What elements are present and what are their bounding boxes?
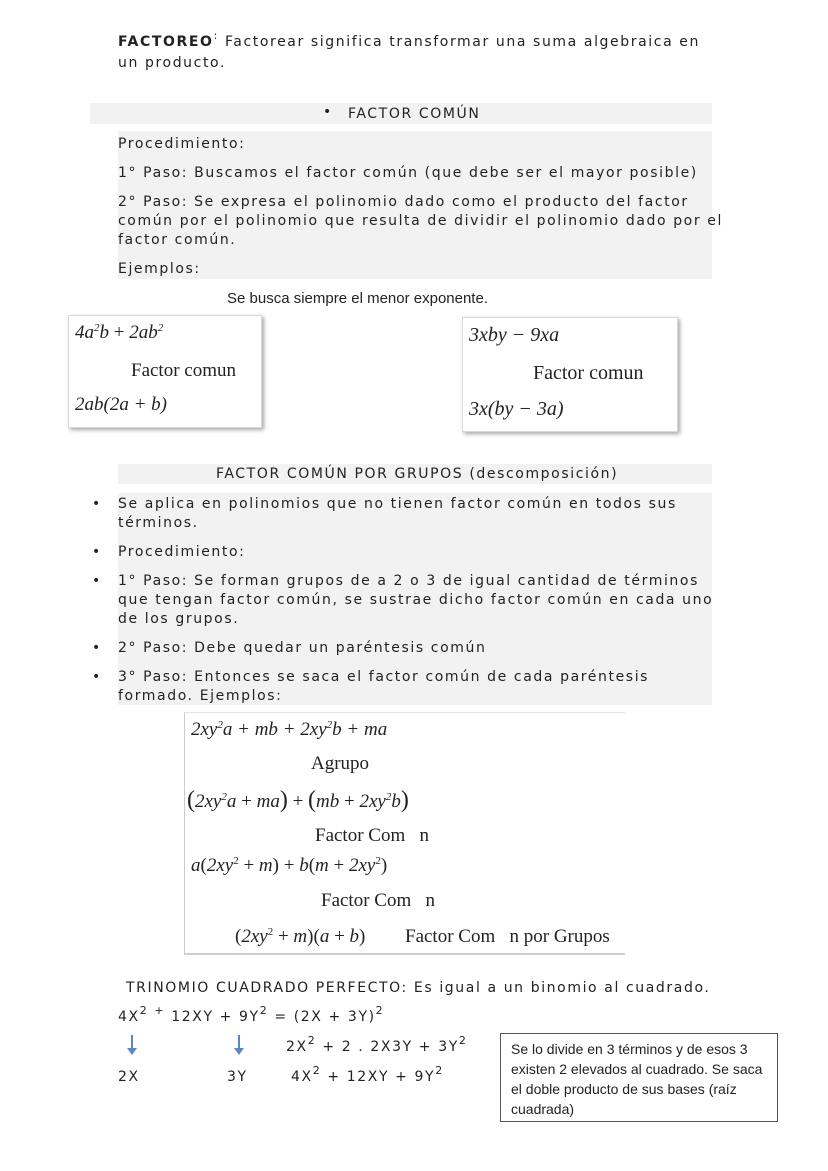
grupos-bullet-5 (118, 668, 649, 706)
trinomio-base-3y: 3Y (227, 1069, 248, 1085)
ejemplos-label: Ejemplos: (118, 261, 201, 277)
example-1-label: Factor comun (131, 360, 237, 381)
grupos-bullet-3-line-3: de los grupos. (118, 611, 240, 627)
trinomio-heading: TRINOMIO CUADRADO PERFECTO: Es igual a un binomio al cuadrado. (126, 980, 711, 996)
example-2-result: 3x(by − 3a) (469, 398, 564, 420)
intro-colon: : (213, 29, 219, 42)
trinomio-expansion: $2X^2 + 2$ . $2X3Y + 3Y^2$ (286, 1034, 468, 1055)
bullet-dot: • (92, 640, 101, 656)
procedimiento-label: Procedimiento: (118, 136, 246, 152)
arrow-down-icon (238, 1035, 240, 1049)
grupos-bullet-2: Procedimiento: (118, 544, 246, 560)
paso-2-line-2: común por el polinomio que resulta de dividir el polinomio dado por el (118, 213, 723, 229)
paso-2 (118, 193, 723, 250)
grupos-bullet-1 (118, 495, 677, 533)
bullet-dot: • (92, 573, 101, 589)
example-2-expression: 3xby − 9xa (469, 324, 560, 346)
intro-paragraph (118, 29, 718, 73)
grupos-factor-com-grupos: Factor Com n por Grupos (405, 926, 610, 947)
bullet-dot: • (92, 496, 101, 512)
trinomio-formula: $4X^2$ + $12XY + 9Y^2 = (2X + 3Y)^2$ (118, 1004, 385, 1025)
trinomio-result: $4X^2 + 12XY + 9Y^2$ (291, 1064, 444, 1085)
trinomio-base-2x: 2X (118, 1069, 140, 1085)
grupos-bullet-3-line-2: que tengan factor común, se sustrae dicho factor común en cada uno (118, 592, 714, 608)
intro-text-2: un producto. (118, 55, 227, 71)
menor-exponente-note: Se busca siempre el menor exponente. (227, 290, 488, 307)
example-1-result: 2ab(2a + b) (75, 394, 167, 415)
grupos-heading: FACTOR COMÚN POR GRUPOS (descomposición) (216, 466, 619, 482)
example-1-expression: $4a^2b + 2ab^2$ (75, 322, 164, 343)
grupos-bullet-3 (118, 572, 713, 629)
grupos-factor-com-2: Factor Com n (321, 890, 435, 911)
paso-2-line-1: 2° Paso: Se expresa el polinomio dado como el producto del factor (118, 194, 689, 210)
arrow-down-icon (131, 1035, 133, 1049)
grupos-bullet-5-line-1: 3° Paso: Entonces se saca el factor común de cada paréntesis (118, 669, 650, 685)
intro-title: FACTOREO (118, 34, 214, 50)
grupos-bullet-3-line-1: 1° Paso: Se forman grupos de a 2 o 3 de igual cantidad de términos (118, 573, 699, 589)
example-2-label: Factor comun (533, 362, 644, 384)
example-1-box (68, 315, 262, 428)
grupos-agrupo: Agrupo (311, 753, 370, 774)
grupos-bullet-1-line-2: términos. (118, 515, 199, 531)
paso-1: 1° Paso: Buscamos el factor común (que debe ser el mayor posible) (118, 165, 698, 181)
factor-comun-heading: FACTOR COMÚN (348, 106, 481, 122)
grupos-bullet-1-line-1: Se aplica en polinomios que no tienen factor común en todos sus (118, 496, 677, 512)
grupos-example-box (184, 712, 625, 955)
bullet-dot: • (92, 669, 101, 685)
grupos-bullet-5-line-2: formado. Ejemplos: (118, 688, 283, 704)
bullet-dot: • (323, 104, 332, 120)
bullet-dot: • (92, 544, 101, 560)
paso-2-line-3: factor común. (118, 232, 237, 248)
grupos-line-3: $a(2xy^2 + m) + b(m + 2xy^2)$ (191, 855, 388, 876)
grupos-line-2: $(2xy^2a + ma) + (mb + 2xy^2b)$ (187, 787, 409, 813)
grupos-line-1: $2xy^2a$ + mb + $2xy^2b$ + ma (191, 719, 388, 740)
grupos-bullet-4: 2° Paso: Debe quedar un paréntesis común (118, 640, 487, 656)
intro-text-1: Factorear significa transformar una suma algebraica en (218, 34, 700, 50)
grupos-line-4: $(2xy^2 + m)(a + b)$ (235, 926, 366, 947)
example-2-box (462, 317, 678, 432)
grupos-factor-com-1: Factor Com n (315, 825, 429, 846)
trinomio-note-box: Se lo divide en 3 términos y de esos 3 existen 2 elevados al cuadrado. Se saca el doble producto de sus bases (raíz cuadrada) (500, 1033, 778, 1122)
